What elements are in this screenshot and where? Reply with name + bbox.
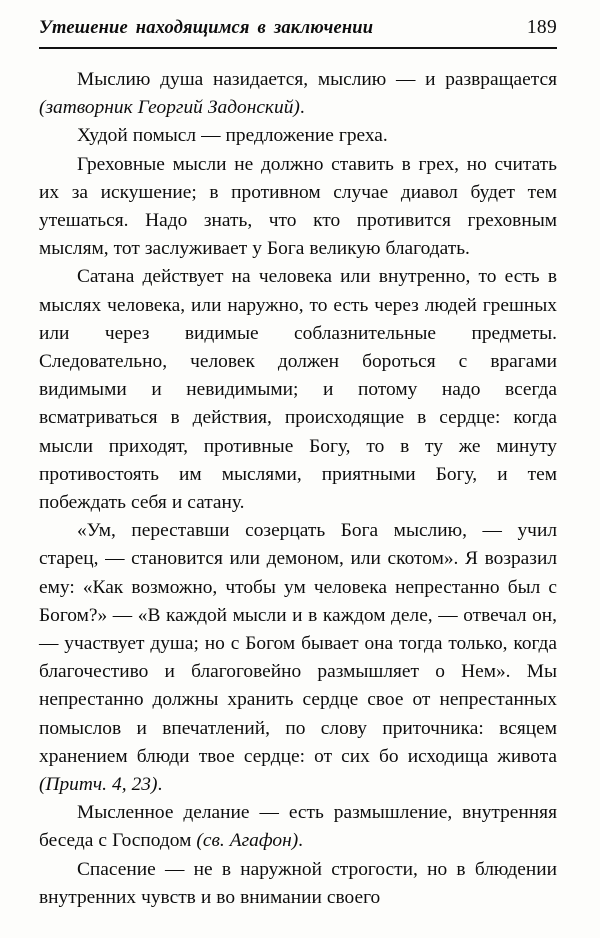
paragraph: Худой помысл — предложение греха. bbox=[77, 125, 388, 147]
attribution-citation: (затворник Георгий Задонский) bbox=[39, 97, 300, 119]
paragraph: «Ум, переставши созерцать Бога мыслию, — учил старец, — становится или демоном, или скотом». Я возразил ему: «Как возможно, чтобы ум человека непрестанно был с Богом?» — «В каждой мысли и в каждом деле, — отвечал он, — участвует душа; но с Богом бывает она тогда только, когда благочестиво и благоговейно размышляет о Нем». Мы непрестанно должны хранить сердце свое от непрестанных помыслов и впечатлений, по слову приточника: всяцем хранением блюди твое сердце: от сих бо исходища живота (Притч. 4, 23). bbox=[39, 520, 557, 796]
attribution-citation: (св. Агафон) bbox=[196, 830, 299, 852]
paragraph: Мыслию душа назидается, мыслию — и развращается (затворник Георгий Задонский). bbox=[39, 69, 557, 119]
header-rule bbox=[39, 47, 557, 49]
paragraph: Мысленное делание — есть размышление, внутренняя беседа с Господом (св. Агафон). bbox=[39, 802, 557, 852]
page-number: 189 bbox=[526, 17, 557, 38]
running-title: Утешение находящимся в заключении bbox=[39, 18, 374, 38]
paragraph: Сатана действует на человека или внутренно, то есть в мыслях человека, или наружно, то есть через людей грешных или через видимые соблазнительные предметы. Следовательно, человек должен бороться с врагами видимыми и невидимыми; и потому надо всегда всматриваться в действия, происходящие в сердце: когда мысли приходят, противные Богу, то в ту же минуту противостоять им мыслями, приятными Богу, и тем побеждать себя и сатану. bbox=[39, 266, 557, 514]
body-text-block bbox=[39, 66, 557, 912]
paragraph: Спасение — не в наружной строгости, но в блюдении внутренних чувств и во внимании своего bbox=[39, 858, 557, 908]
running-head-row bbox=[39, 17, 557, 39]
attribution-citation: (Притч. 4, 23) bbox=[39, 774, 158, 796]
paragraph: Греховные мысли не должно ставить в грех, но считать их за искушение; в противном случае диавол будет тем утешаться. Надо знать, что кто противится греховным мыслям, тот заслуживает у Бога великую благодать. bbox=[39, 153, 557, 260]
running-head bbox=[39, 17, 557, 51]
